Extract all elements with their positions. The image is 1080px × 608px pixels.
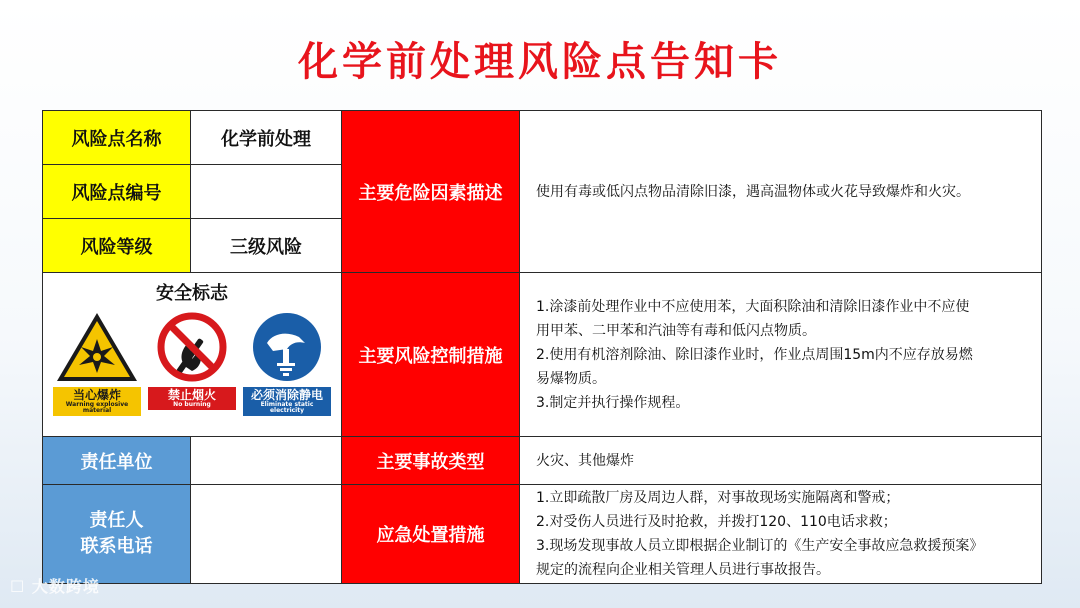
- risk-level-value: 三级风险: [191, 219, 342, 273]
- control-line: 1.涂漆前处理作业中不应使用苯，大面积除油和清除旧漆作业中不应使: [536, 299, 970, 315]
- sign-explosion-label: 当心爆炸: [72, 388, 121, 402]
- sign-eliminate-static: [243, 309, 331, 421]
- control-line: 易爆物质。: [536, 371, 606, 387]
- control-line: 3.制定并执行操作规程。: [536, 395, 690, 411]
- sign-explosion-label-box: [53, 387, 141, 416]
- hazard-label: 主要危险因素描述: [342, 111, 520, 273]
- emergency-line: 规定的流程向企业相关管理人员进行事故报告。: [536, 562, 830, 578]
- contact-value: [191, 485, 342, 583]
- emergency-line: 2.对受伤人员进行及时抢救，并拨打120、110电话求救；: [536, 514, 897, 530]
- sign-no-burning-sublabel: No burning: [173, 401, 211, 408]
- emergency-label: 应急处置措施: [342, 485, 520, 583]
- contact-label: [43, 485, 191, 583]
- contact-label-phone: 联系电话: [80, 536, 153, 557]
- control-line: 用甲苯、二甲苯和汽油等有毒和低闪点物质。: [536, 323, 816, 339]
- watermark-logo-icon: ☐: [10, 577, 26, 596]
- emergency-line: 3.现场发现事故人员立即根据企业制订的《生产安全事故应急救援预案》: [536, 538, 984, 554]
- accident-label: 主要事故类型: [342, 437, 520, 485]
- risk-code-label: 风险点编号: [43, 165, 191, 219]
- no-burning-icon: [148, 309, 236, 385]
- safety-signs-panel: [43, 273, 342, 437]
- watermark-text: 大数跨境: [31, 577, 100, 596]
- unit-label: 责任单位: [43, 437, 191, 485]
- emergency-line: 1.立即疏散厂房及周边人群，对事故现场实施隔离和警戒；: [536, 490, 900, 506]
- hazard-text: 使用有毒或低闪点物品清除旧漆，遇高温物体或火花导致爆炸和火灾。: [520, 111, 1041, 273]
- risk-code-value: [191, 165, 342, 219]
- unit-value: [191, 437, 342, 485]
- risk-notice-card: [42, 110, 1042, 584]
- risk-name-value: 化学前处理: [191, 111, 342, 165]
- control-text: [520, 273, 1041, 437]
- sign-no-burning: [148, 309, 236, 421]
- sign-eliminate-static-label: 必须消除静电: [250, 388, 323, 402]
- accident-text: 火灾、其他爆炸: [520, 437, 1041, 485]
- sign-eliminate-static-label-box: [243, 387, 331, 416]
- sign-no-burning-label-box: [148, 387, 236, 410]
- watermark: [10, 574, 100, 597]
- risk-name-label: 风险点名称: [43, 111, 191, 165]
- eliminate-static-icon: [243, 309, 331, 385]
- risk-level-label: 风险等级: [43, 219, 191, 273]
- explosion-warning-icon: [53, 309, 141, 385]
- page-title: 化学前处理风险点告知卡: [298, 39, 782, 85]
- emergency-text: [520, 485, 1041, 583]
- control-line: 2.使用有机溶剂除油、除旧漆作业时，作业点周围15m内不应存放易燃: [536, 347, 973, 363]
- sign-no-burning-label: 禁止烟火: [167, 388, 216, 402]
- sign-explosion-sublabel: Warning explosive material: [65, 401, 129, 414]
- contact-label-person: 责任人: [89, 510, 144, 531]
- sign-explosion: [53, 309, 141, 421]
- control-label: 主要风险控制措施: [342, 273, 520, 437]
- sign-eliminate-static-sublabel: Eliminate static electricity: [260, 401, 314, 414]
- safety-signs-title: 安全标志: [156, 283, 228, 304]
